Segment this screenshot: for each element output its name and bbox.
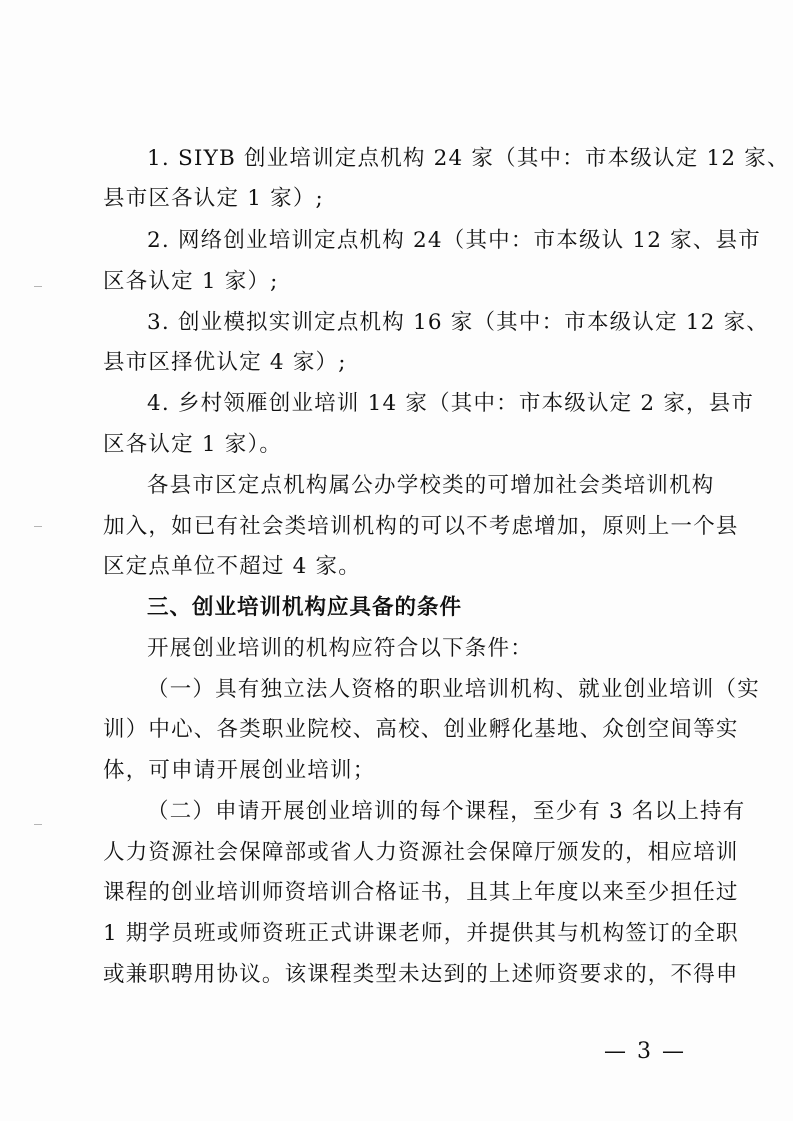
scan-margin-mark — [34, 286, 42, 287]
body-line-16: 体，可申请开展创业培训； — [103, 758, 376, 783]
body-line-9: 各县市区定点机构属公办学校类的可增加社会类培训机构 — [147, 473, 715, 498]
body-line-2: 县市区各认定 1 家）; — [103, 186, 324, 211]
body-line-18: 人力资源社会保障部或省人力资源社会保障厅颁发的，相应培训 — [103, 840, 739, 865]
scan-margin-mark — [34, 824, 42, 825]
body-line-14: （一）具有独立法人资格的职业培训机构、就业创业培训（实 — [147, 677, 760, 702]
body-line-11: 区定点单位不超过 4 家。 — [103, 554, 361, 579]
scan-margin-mark — [34, 526, 42, 527]
body-line-5: 3. 创业模拟实训定点机构 16 家（其中：市本级认定 12 家、 — [147, 310, 770, 335]
body-line-20: 1 期学员班或师资班正式讲课老师，并提供其与机构签订的全职 — [103, 921, 739, 946]
body-line-4: 区各认定 1 家）; — [103, 269, 279, 294]
body-line-13: 开展创业培训的机构应符合以下条件： — [147, 636, 533, 661]
body-line-1: 1. SIYB 创业培训定点机构 24 家（其中：市本级认定 12 家、 — [147, 146, 790, 171]
body-line-7: 4. 乡村领雁创业培训 14 家（其中：市本级认定 2 家，县市 — [147, 391, 755, 416]
body-line-10: 加入，如已有社会类培训机构的可以不考虑增加，原则上一个县 — [103, 514, 739, 539]
body-line-6: 县市区择优认定 4 家）; — [103, 350, 347, 375]
page-number: — 3 — — [604, 1039, 686, 1064]
body-line-8: 区各认定 1 家）。 — [103, 432, 283, 457]
body-line-15: 训）中心、各类职业院校、高校、创业孵化基地、众创空间等实 — [103, 717, 739, 742]
body-line-17: （二）申请开展创业培训的每个课程，至少有 3 名以上持有 — [147, 799, 746, 824]
body-line-21: 或兼职聘用协议。该课程类型未达到的上述师资要求的，不得申 — [103, 962, 739, 987]
section-heading: 三、创业培训机构应具备的条件 — [147, 595, 463, 620]
body-line-19: 课程的创业培训师资培训合格证书，且其上年度以来至少担任过 — [103, 880, 739, 905]
body-line-3: 2. 网络创业培训定点机构 24（其中：市本级认 12 家、县市 — [147, 228, 761, 253]
